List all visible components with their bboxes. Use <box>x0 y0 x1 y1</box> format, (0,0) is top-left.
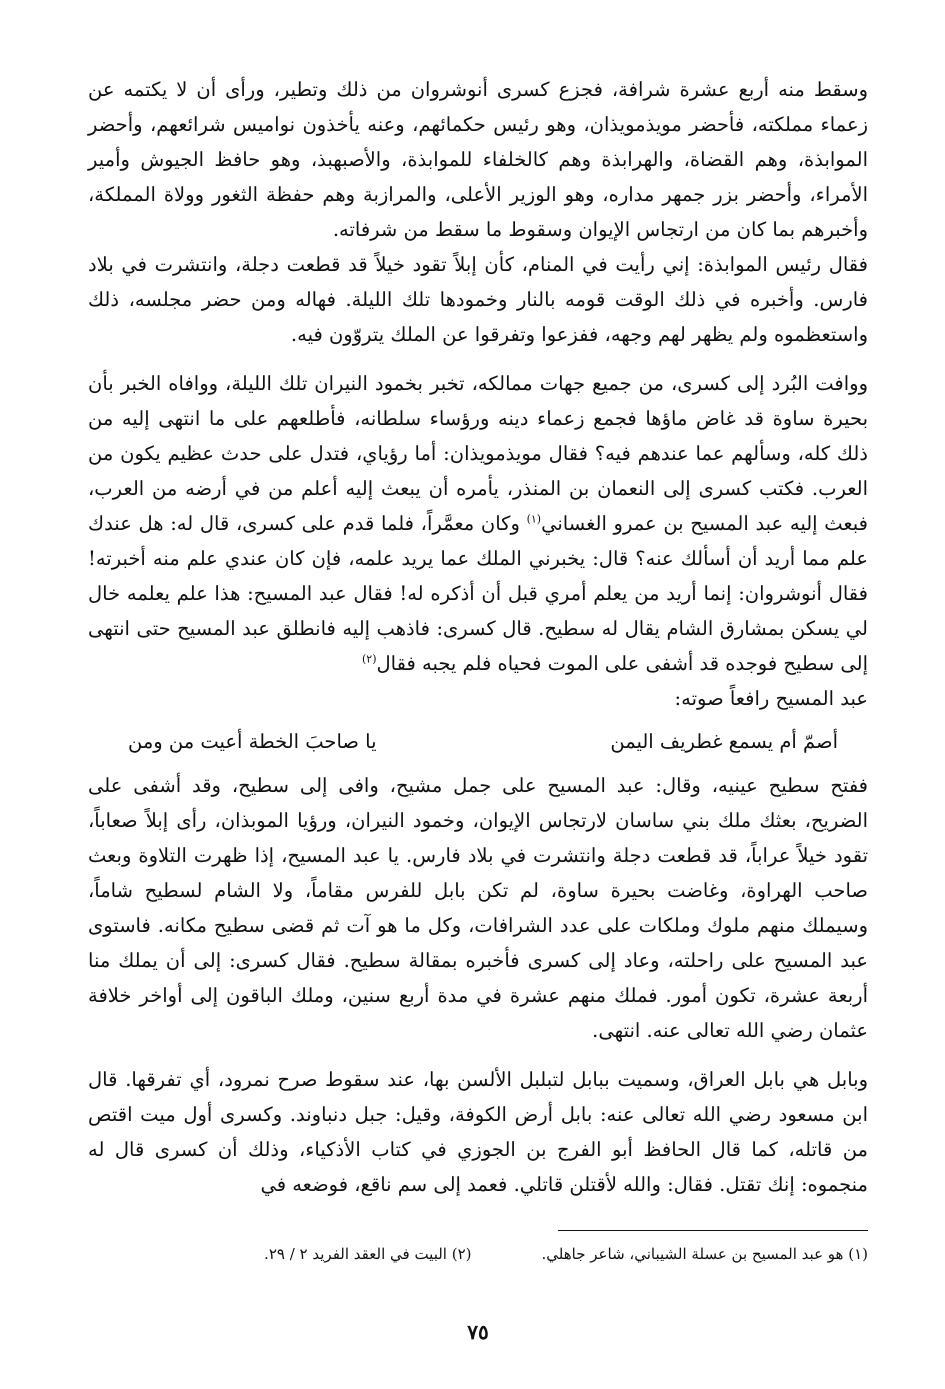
paragraph-6: وبابل هي بابل العراق، وسميت ببابل لتبلبل الألسن بها، عند سقوط صرح نمرود، أي تفرقها. قال ابن مسعود رضي الله تعالى عنه: بابل أرض الكوفة، وقيل: جبل دنباوند. وكسرى أول ميت اقتص من قاتله، كما قال الحافظ أبو الفرج بن الجوزي في كتاب الأذكياء، وذلك أن كسرى قال له منجموه: إنك تقتل. فقال: والله لأقتلن قاتلي. فعمد إلى سم ناقع، فوضعه في <box>88 1068 868 1196</box>
footnote-divider <box>558 1230 868 1231</box>
page-number: ٧٥ <box>467 1320 489 1344</box>
footnote-1: (١) هو عبد المسيح بن عسلة الشيباني، شاعر جاهلي. <box>541 1245 868 1263</box>
verse-hemistich-second: يا صاحبَ الخطة أعيت من ومن <box>128 730 377 753</box>
paragraph-5: ففتح سطيح عينيه، وقال: عبد المسيح على جمل مشيح، وافى إلى سطيح، وقد أشفى على الضريح، بعثك ملك بني ساسان لارتجاس الإيوان، وخمود النيران، ورؤيا الموبذان، رأى إبلاً صعاباً، تقود خيلاً عراباً، قد قطعت دجلة وانتشرت في بلاد فارس. يا عبد المسيح، إذا ظهرت التلاوة وبعث صاحب الهراوة، وغاضت بحيرة ساوة، لم تكن بابل للفرس مقاماً، ولا الشام لسطيح شاماً، وسيملك منهم ملوك وملكات على عدد الشرافات، وكل ما هو آت ثم قضى سطيح مكانه. فاستوى عبد المسيح على راحلته، وعاد إلى كسرى فأخبره بمقالة سطيح. فقال كسرى: إلى أن يملك منا أربعة عشرة، تكون أمور. فملك منهم عشرة في مدة أربع سنين، وملك الباقون إلى أواخر خلافة عثمان رضي الله تعالى عنه. انتهى. <box>88 774 868 1042</box>
footnote-mark-1: (١) <box>526 512 542 526</box>
paragraph-1: وسقط منه أربع عشرة شرافة، فجزع كسرى أنوشروان من ذلك وتطير، ورأى أن لا يكتمه عن زعماء مملكته، فأحضر مويذمويذان، وهو رئيس حكمائهم، وعنه يأخذون نواميس شرائعهم، وأحضر الموابذة، وهم القضاة، والهرابذة وهم كالخلفاء للموابذة، والأصبهبذ، وهو حافظ الجيوش وأمير الأمراء، وأحضر بزر جمهر مداره، وهو الوزير الأعلى، والمرازبة وهم حفظة الثغور وولاة المملكة، وأخبرهم بما كان من ارتجاس الإيوان وسقوط ما سقط من شرفاته. <box>88 78 868 241</box>
poetry-verse <box>88 724 868 760</box>
paragraph-3 <box>88 366 868 681</box>
footnote-2: (٢) البيت في العقد الفريد ٢ / ٢٩. <box>264 1245 472 1263</box>
footnotes <box>88 1242 868 1266</box>
verse-hemistich-first: أصمّ أم يسمع غطريف اليمن <box>610 730 838 753</box>
paragraph-3-text: ووافت البُرد إلى كسرى، من جميع جهات ممالكه، تخبر بخمود النيران تلك الليلة، ووافاه الخبر بأن بحيرة ساوة قد غاض ماؤها فجمع زعماء دينه ورؤساء سلطانه، فأطلعهم على ما انتهى إليه من ذلك كله، وسألهم عما عندهم فيه؟ فقال مويذمويذان: أما رؤياي، فتدل على حدث عظيم يكون من العرب. فكتب كسرى إلى النعمان بن المنذر، يأمره أن يبعث إليه أعلم من في أرضه من العرب، فبعث إليه عبد المسيح بن عمرو الغساني <box>88 372 869 535</box>
paragraph-3-continued: وكان معمَّراً، فلما قدم على كسرى، قال له: هل عندك علم مما أريد أن أسألك عنه؟ قال: يخبرني الملك عما يريد علمه، فإن كان عندي علم منه أخبرته! فقال أنوشروان: إنما أريد من يعلم أمري قبل أن أذكره له! فقال عبد المسيح: هذا علم يعلمه خال لي يسكن بمشارق الشام يقال له سطيح. قال كسرى: فاذهب إليه فانطلق عبد المسيح حتى انتهى إلى سطيح فوجده قد أشفى على الموت فحياه فلم يجبه فقال <box>88 512 868 675</box>
paragraph-2: فقال رئيس الموابذة: إني رأيت في المنام، كأن إبلاً تقود خيلاً قد قطعت دجلة، وانتشرت في بلاد فارس. وأخبره في ذلك الوقت قومه بالنار وخمودها تلك الليلة. فهاله ومن حضر مجلسه، ذلك واستعظموه ولم يظهر لهم وجهه، ففزعوا وتفرقوا عن الملك يتروّون فيه. <box>88 253 868 346</box>
page-body <box>88 72 869 1344</box>
paragraph-4: عبد المسيح رافعاً صوته: <box>674 687 868 710</box>
footnote-mark-2: (٢) <box>361 652 377 666</box>
